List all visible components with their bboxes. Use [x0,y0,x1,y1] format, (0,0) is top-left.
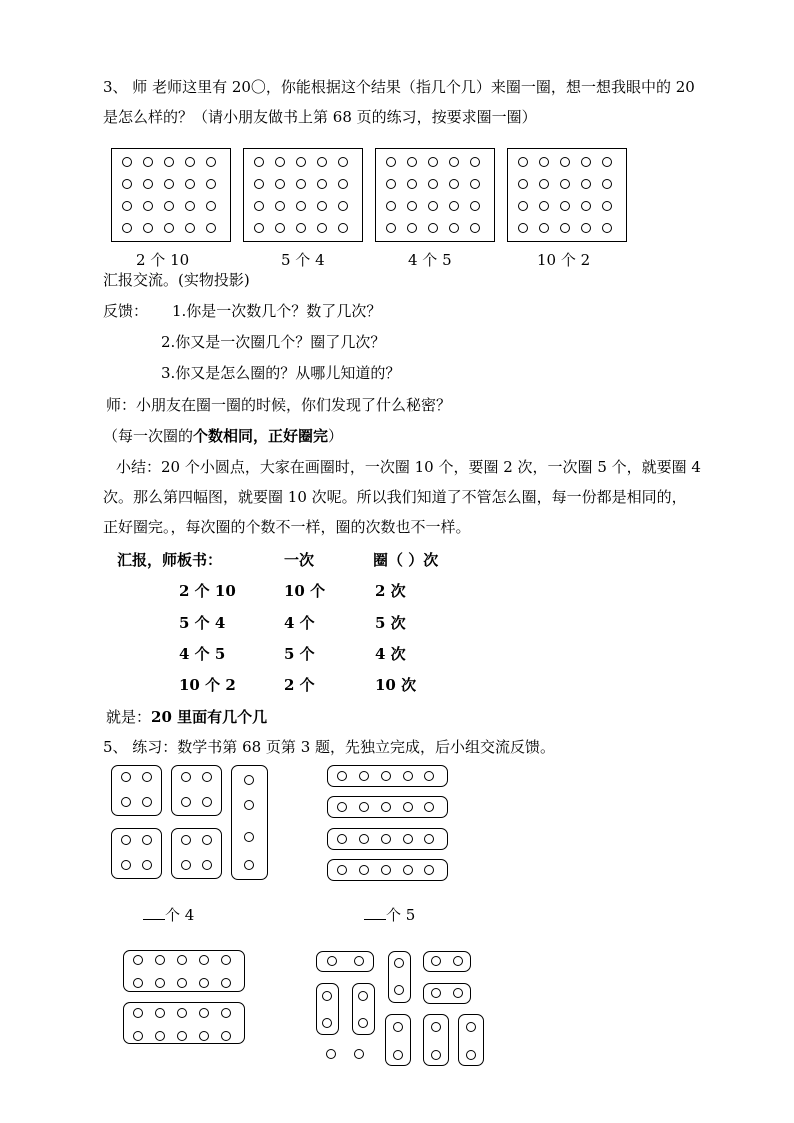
q3-line2: 是怎么样的？（请小朋友做书上第 68 页的练习，按要求圈一圈） [103,108,537,126]
dot [338,179,348,189]
conclusion-prefix: 就是： [106,708,152,726]
board-cell: 5 次 [375,614,406,632]
dot [275,223,285,233]
dot [386,201,396,211]
summary-line-2: 次。那么第四幅图，就要圈 10 次呢。所以我们知道了不管怎么圈，每一份都是相同的， [103,488,687,506]
dot [142,860,152,870]
dot [199,1031,209,1041]
dot [221,1031,231,1041]
dot [386,157,396,167]
board-header-times: 圈（ ）次 [373,551,439,569]
dot [143,179,153,189]
dot [560,179,570,189]
dot [202,860,212,870]
dot [221,978,231,988]
dot [177,1031,187,1041]
board-cell: 10 次 [375,676,417,694]
dot [244,860,254,870]
dot [206,223,216,233]
dot [453,956,463,966]
secret-prefix: （每一次圈的 [103,427,194,445]
dot [539,179,549,189]
dot [424,865,434,875]
dot [121,797,131,807]
dot [199,955,209,965]
dot [337,865,347,875]
dot [449,201,459,211]
dot [337,802,347,812]
summary-line-3: 正好圈完。，每次圈的个数不一样，圈的次数也不一样。 [103,518,471,536]
dot [327,956,337,966]
dot [359,771,369,781]
dot [254,179,264,189]
dot [221,1008,231,1018]
secret-line [103,426,343,446]
dot [466,1050,476,1060]
dot [359,834,369,844]
dot [424,771,434,781]
secret-bold: 个数相同，正好圈完 [193,427,329,445]
dot [122,201,132,211]
grid-caption-4: 10 个 2 [537,251,591,269]
secret-suffix: ） [328,427,344,445]
dot [202,797,212,807]
dot [381,771,391,781]
dot [581,157,591,167]
dot [359,865,369,875]
grid-caption-2: 5 个 4 [281,251,325,269]
dot [164,157,174,167]
board-cell: 2 次 [375,582,406,600]
dot [470,157,480,167]
fill-caption-5 [364,905,415,925]
dot [602,157,612,167]
dot [407,201,417,211]
dot [560,223,570,233]
dot [431,1022,441,1032]
dot [381,802,391,812]
dot [358,1018,368,1028]
dot-group-frame [111,765,162,816]
dot [254,201,264,211]
dot [317,201,327,211]
dot [143,201,153,211]
dot [602,179,612,189]
dot [449,223,459,233]
dot [381,865,391,875]
dot [122,223,132,233]
dot [254,157,264,167]
dot [354,1049,364,1059]
board-cell: 2 个 [284,676,315,694]
dot [155,955,165,965]
dot [539,201,549,211]
dot [322,1018,332,1028]
dot [403,834,413,844]
dot [424,834,434,844]
dot [142,835,152,845]
dot [199,1008,209,1018]
dot [317,157,327,167]
dot [185,223,195,233]
dot [122,157,132,167]
dot [386,179,396,189]
dot [164,201,174,211]
dot [296,179,306,189]
board-cell: 10 个 2 [179,676,236,694]
dot [181,860,191,870]
dot [177,1008,187,1018]
dot [177,978,187,988]
dot [185,201,195,211]
dot [431,988,441,998]
q5-line: 5、 练习：数学书第 68 页第 3 题，先独立完成，后小组交流反馈。 [103,738,556,756]
dot [581,201,591,211]
dot [122,179,132,189]
dot [164,179,174,189]
dot [338,223,348,233]
dot [560,201,570,211]
dot [428,223,438,233]
answer-blank[interactable] [143,905,165,920]
board-header-once: 一次 [284,551,315,569]
dot [518,179,528,189]
feedback-question-3: 3.你又是怎么圈的？从哪儿知道的？ [161,364,401,382]
dot [407,179,417,189]
dot [121,860,131,870]
dot [244,775,254,785]
board-cell: 10 个 [284,582,326,600]
dot [407,223,417,233]
dot [143,157,153,167]
feedback-question-1: 1.你是一次数几个？数了几次？ [172,302,382,320]
dot [181,835,191,845]
dot [185,179,195,189]
dot [275,157,285,167]
dot [322,991,332,1001]
dot [449,179,459,189]
dot [296,223,306,233]
board-cell: 5 个 4 [179,614,226,632]
dot [518,223,528,233]
dot [275,179,285,189]
dot [428,157,438,167]
dot [338,157,348,167]
dot [206,157,216,167]
dot [470,201,480,211]
dot [466,1022,476,1032]
dot [133,1031,143,1041]
dot [560,157,570,167]
dot [206,179,216,189]
dot [244,832,254,842]
dot [202,835,212,845]
dot [518,201,528,211]
board-cell: 4 次 [375,645,406,663]
dot [431,1050,441,1060]
dot [133,978,143,988]
dot [602,223,612,233]
dot [317,179,327,189]
dot [359,802,369,812]
dot [121,772,131,782]
fill-caption-4-text: 个 4 [165,906,195,924]
board-cell: 2 个 10 [179,582,236,600]
summary-line-1: 小结：20 个小圆点，大家在画圈时，一次圈 10 个，要圈 2 次，一次圈 5 个，就要圈 4 [116,458,701,476]
dot [602,201,612,211]
dot [121,835,131,845]
dot [142,797,152,807]
dot [185,157,195,167]
report-line: 汇报交流。(实物投影) [103,271,250,289]
dot [394,985,404,995]
dot [354,956,364,966]
conclusion-bold: 20 里面有几个几 [151,708,268,726]
feedback-question-2: 2.你又是一次圈几个？圈了几次？ [161,333,386,351]
dot [164,223,174,233]
dot [470,179,480,189]
dot [221,955,231,965]
dot [381,834,391,844]
dot [155,1031,165,1041]
dot [181,797,191,807]
dot [337,834,347,844]
board-header-label: 汇报，师板书： [117,551,223,569]
dot [539,223,549,233]
dot [424,802,434,812]
dot [275,201,285,211]
board-cell: 5 个 [284,645,315,663]
dot [453,988,463,998]
dot [296,157,306,167]
grid-caption-3: 4 个 5 [408,251,452,269]
fill-caption-4 [143,905,194,925]
dot [386,223,396,233]
dot-group-frame [111,828,162,879]
dot [394,958,404,968]
dot [142,772,152,782]
dot [403,802,413,812]
board-cell: 4 个 [284,614,315,632]
dot [393,1050,403,1060]
fill-caption-5-text: 个 5 [386,906,416,924]
dot [393,1022,403,1032]
feedback-label: 反馈： [103,302,149,320]
dot [202,772,212,782]
dot [403,865,413,875]
q3-line1: 3、 师 老师这里有 20〇，你能根据这个结果（指几个几）来圈一圈，想一想我眼中的 20 [103,78,695,96]
dot-group-frame [316,951,374,972]
dot [206,201,216,211]
dot [449,157,459,167]
dot-group-frame [171,828,222,879]
dot [470,223,480,233]
conclusion-line [106,707,267,727]
dot [199,978,209,988]
dot [244,800,254,810]
dot [133,955,143,965]
dot [177,955,187,965]
dot [296,201,306,211]
dot [358,991,368,1001]
dot [254,223,264,233]
dot [317,223,327,233]
dot [155,978,165,988]
dot [338,201,348,211]
dot [143,223,153,233]
dot [518,157,528,167]
dot [337,771,347,781]
dot [431,956,441,966]
board-cell: 4 个 5 [179,645,226,663]
dot [581,223,591,233]
dot [539,157,549,167]
teacher-question: 师：小朋友在圈一圈的时候，你们发现了什么秘密？ [106,396,452,414]
dot [181,772,191,782]
dot [407,157,417,167]
dot [133,1008,143,1018]
dot-group-frame [171,765,222,816]
dot [428,179,438,189]
dot [326,1049,336,1059]
answer-blank[interactable] [364,905,386,920]
dot [155,1008,165,1018]
dot [403,771,413,781]
dot [581,179,591,189]
grid-caption-1: 2 个 10 [136,251,190,269]
dot [428,201,438,211]
